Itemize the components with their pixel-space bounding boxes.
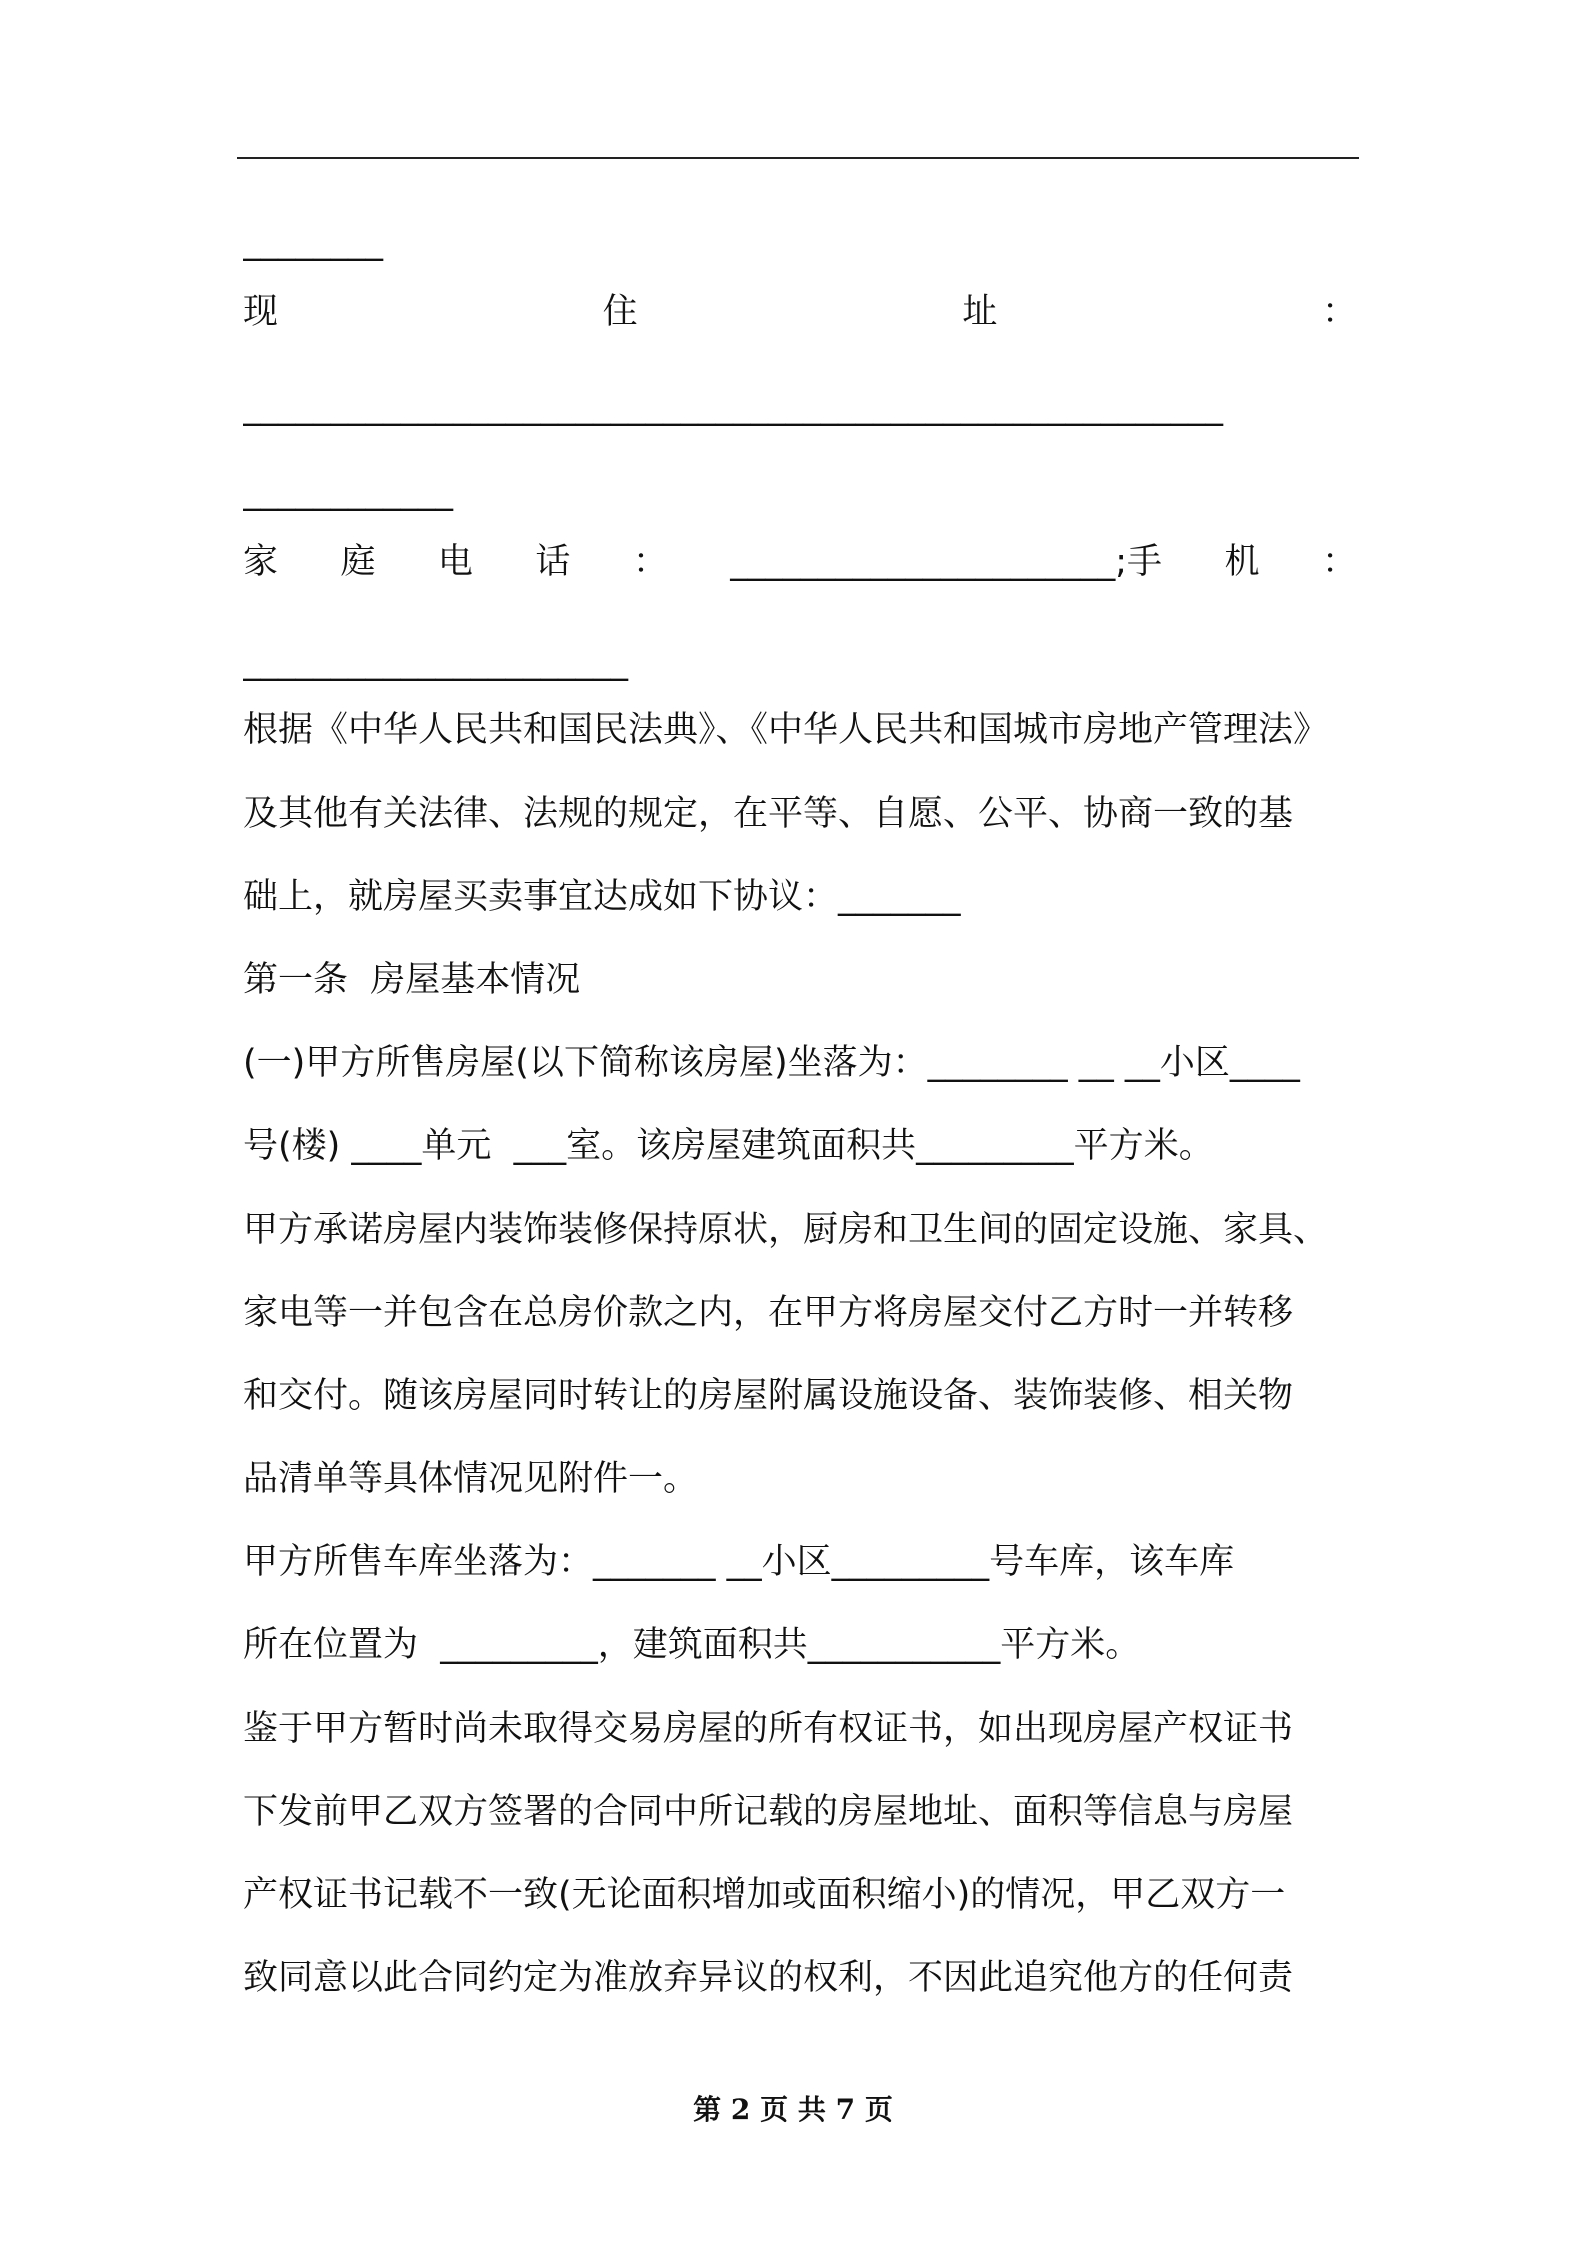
body-line: 所在位置为 _________，建筑面积共___________平方米。 (243, 1625, 1141, 1665)
body-line: 础上，就房屋买卖事宜达成如下协议：_______ (243, 877, 961, 917)
phone-char: ： (1321, 542, 1357, 582)
body-line: 号(楼) ____单元 ___室。该房屋建筑面积共_________平方米。 (243, 1126, 1214, 1166)
body-line: 品清单等具体情况见附件一。 (243, 1459, 699, 1499)
address-char: ： (1321, 292, 1357, 332)
address-blank-line-1: ________________________________________________________ (243, 387, 1223, 427)
home-phone-row (243, 540, 1357, 584)
phone-char: 家 (243, 542, 279, 582)
body-line: 甲方承诺房屋内装饰装修保持原状，厨房和卫生间的固定设施、家具、 (243, 1210, 1329, 1250)
phone-char: 电 (437, 542, 473, 582)
page-number: 第 2 页 共 7 页 (693, 2093, 893, 2126)
address-blank-line-2: ____________ (243, 472, 453, 512)
body-line: 和交付。随该房屋同时转让的房屋附属设施设备、装饰装修、相关物 (243, 1376, 1294, 1416)
phone-char: 话 (535, 542, 571, 582)
phone-blank-mobile-label: ______________________;手 (730, 542, 1163, 582)
mobile-blank-line: ______________________ (243, 642, 628, 682)
section-heading: 第一条 房屋基本情况 (243, 960, 581, 1000)
body-line: 家电等一并包含在总房价款之内，在甲方将房屋交付乙方时一并转移 (243, 1293, 1294, 1333)
body-line: 下发前甲乙双方签署的合同中所记载的房屋地址、面积等信息与房屋 (243, 1792, 1294, 1832)
body-line: 甲方所售车库坐落为：_______ __小区_________号车库，该车库 (243, 1542, 1235, 1582)
current-address-label (243, 290, 1357, 334)
address-char: 址 (962, 292, 998, 332)
address-char: 住 (602, 292, 638, 332)
body-line: 鉴于甲方暂时尚未取得交易房屋的所有权证书，如出现房屋产权证书 (243, 1709, 1294, 1749)
phone-char: ： (632, 542, 668, 582)
body-line: (一)甲方所售房屋(以下简称该房屋)坐落为：________ __ __小区____ (243, 1043, 1300, 1083)
body-line: 及其他有关法律、法规的规定，在平等、自愿、公平、协商一致的基 (243, 794, 1294, 834)
header-rule (237, 157, 1359, 159)
address-char: 现 (243, 292, 279, 332)
phone-char: 机 (1224, 542, 1260, 582)
phone-char: 庭 (340, 542, 376, 582)
form-blank-top: ________ (243, 222, 383, 262)
body-line: 根据《中华人民共和国民法典》、《中华人民共和国城市房地产管理法》 (243, 710, 1329, 750)
body-line: 致同意以此合同约定为准放弃异议的权利，不因此追究他方的任何责 (243, 1958, 1294, 1998)
body-line: 产权证书记载不一致(无论面积增加或面积缩小)的情况，甲乙双方一 (243, 1875, 1286, 1915)
